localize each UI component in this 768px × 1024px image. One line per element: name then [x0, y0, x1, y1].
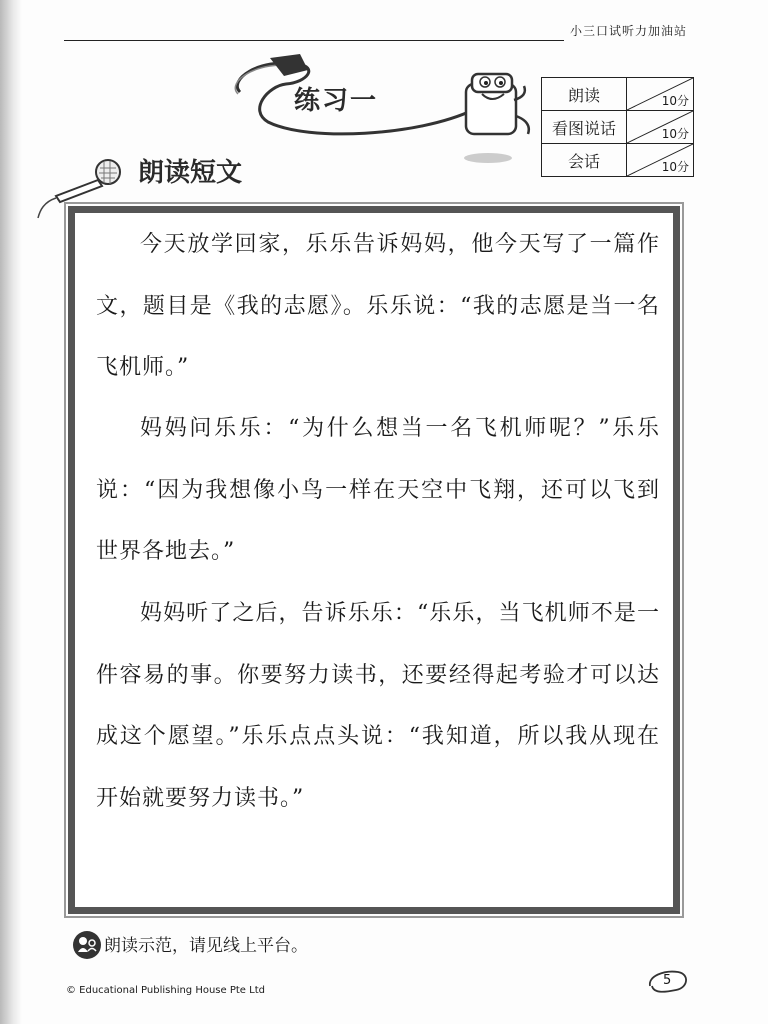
score-cell: [627, 78, 694, 111]
score-table: [541, 77, 694, 177]
score-row: [542, 111, 694, 144]
score-points: 10分: [661, 127, 689, 141]
passage-paragraph: 妈妈问乐乐：“为什么想当一名飞机师呢？”乐乐说：“因为我想像小鸟一样在天空中飞翔，还可以飞到世界各地去。”: [96, 416, 660, 564]
section-title: 朗读短文: [138, 158, 243, 188]
score-cell: [627, 144, 694, 177]
score-row: [542, 78, 694, 111]
page-number: 5: [663, 973, 672, 988]
score-label: 朗读: [542, 78, 627, 111]
exercise-title: 练习一: [294, 86, 379, 116]
score-label: 看图说话: [542, 111, 627, 144]
series-title: 小三口试听力加油站: [570, 24, 688, 38]
passage-paragraph: 妈妈听了之后，告诉乐乐：“乐乐，当飞机师不是一件容易的事。你要努力读书，还要经得起考验才可以达成这个愿望。”乐乐点点头说：“我知道，所以我从现在开始就要努力读书。”: [96, 601, 660, 811]
score-points: 10分: [661, 160, 689, 174]
score-row: [542, 144, 694, 177]
score-cell: [627, 111, 694, 144]
listen-icon: [72, 930, 102, 960]
online-demo-notice: 朗读示范，请见线上平台。: [104, 936, 308, 956]
page-binding-shadow: [0, 0, 22, 1024]
fuel-pump-illustration: [228, 50, 538, 170]
passage-paragraph: 今天放学回家，乐乐告诉妈妈，他今天写了一篇作文，题目是《我的志愿》。乐乐说：“我的志愿是当一名飞机师。”: [96, 232, 660, 380]
score-points: 10分: [661, 94, 689, 108]
copyright: © Educational Publishing House Pte Ltd: [66, 985, 265, 996]
score-label: 会话: [542, 144, 627, 177]
header-rule: [64, 40, 564, 41]
